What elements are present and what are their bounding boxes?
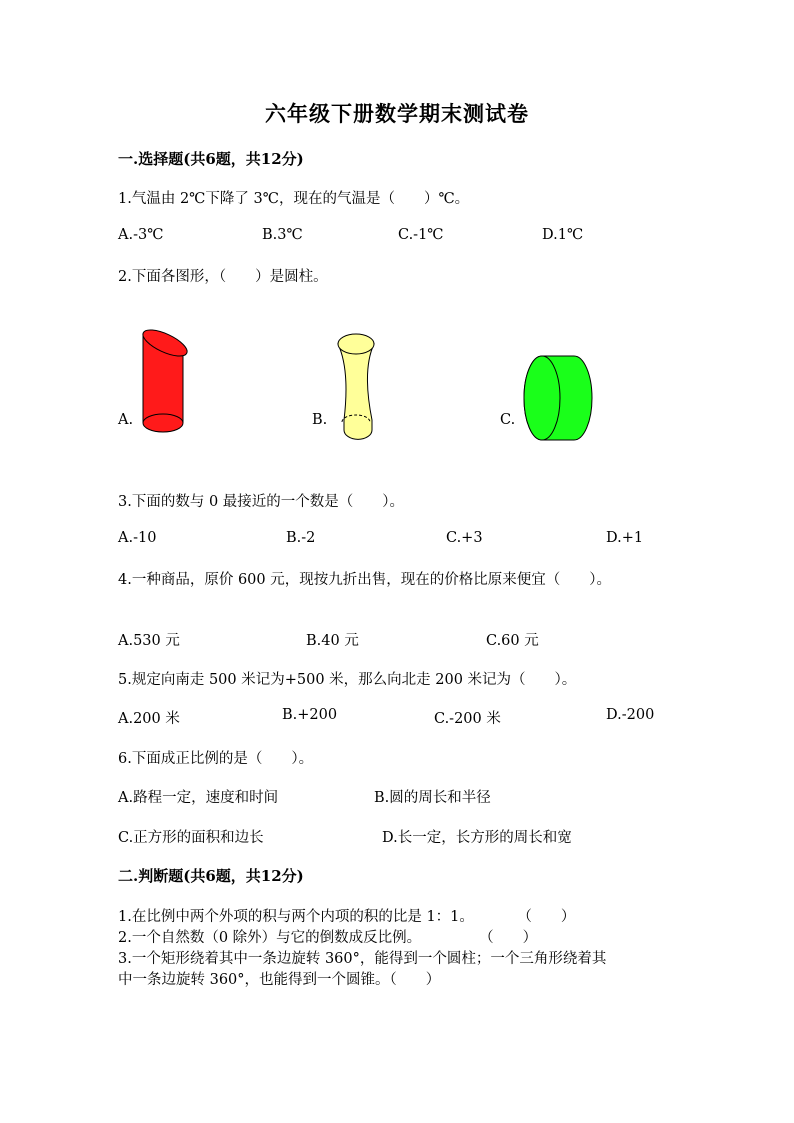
q2-option-b: B. [312, 412, 328, 428]
q5-option-d: D.-200 [606, 707, 655, 723]
q1-option-c: C.-1℃ [398, 227, 444, 243]
q5-option-a: A.200 米 [118, 711, 180, 727]
q2-option-c: C. [500, 412, 516, 428]
question-2: 2.下面各图形，（ ）是圆柱。 [118, 269, 328, 285]
judgment-item-3-line-2: 中一条边旋转 360°，也能得到一个圆锥。（ ） [118, 972, 441, 988]
q3-option-c: C.+3 [446, 530, 483, 546]
judgment-item-2: 2.一个自然数（0 除外）与它的倒数成反比例。 （ ） [118, 930, 538, 946]
q6-option-d: D.长一定，长方形的周长和宽 [382, 830, 572, 846]
q6-option-a: A.路程一定，速度和时间 [118, 790, 279, 806]
q1-option-d: D.1℃ [542, 227, 584, 243]
q6-option-b: B.圆的周长和半径 [374, 790, 491, 806]
q3-option-d: D.+1 [606, 530, 644, 546]
question-3: 3.下面的数与 0 最接近的一个数是（ ）。 [118, 494, 405, 510]
question-4: 4.一种商品，原价 600 元，现按九折出售，现在的价格比原来便宜（ ）。 [118, 572, 611, 588]
q3-option-a: A.-10 [118, 530, 157, 546]
q5-option-b: B.+200 [282, 707, 338, 723]
q4-option-b: B.40 元 [306, 633, 359, 649]
q2-option-a: A. [118, 412, 134, 428]
q3-option-b: B.-2 [286, 530, 316, 546]
horizontal-cylinder-figure [522, 354, 596, 442]
question-1: 1.气温由 2℃下降了 3℃，现在的气温是（ ）℃。 [118, 191, 470, 207]
slanted-cylinder-figure [138, 318, 194, 446]
hourglass-figure [334, 330, 378, 445]
page-title: 六年级下册数学期末测试卷 [265, 101, 529, 126]
q4-option-c: C.60 元 [486, 633, 539, 649]
q5-option-c: C.-200 米 [434, 711, 501, 727]
section-heading-choice: 一.选择题(共6题，共12分) [118, 150, 304, 168]
question-6: 6.下面成正比例的是（ ）。 [118, 751, 314, 767]
section-heading-judgment: 二.判断题(共6题，共12分) [118, 867, 304, 885]
judgment-item-1: 1.在比例中两个外项的积与两个内项的积的比是 1：1。 （ ） [118, 909, 576, 925]
q1-option-b: B.3℃ [262, 227, 303, 243]
q1-option-a: A.-3℃ [118, 227, 164, 243]
question-5: 5.规定向南走 500 米记为+500 米，那么向北走 200 米记为（ ）。 [118, 672, 577, 688]
judgment-item-3-line-1: 3.一个矩形绕着其中一条边旋转 360°，能得到一个圆柱；一个三角形绕着其 [118, 951, 607, 967]
q6-option-c: C.正方形的面积和边长 [118, 830, 264, 846]
q4-option-a: A.530 元 [118, 633, 180, 649]
